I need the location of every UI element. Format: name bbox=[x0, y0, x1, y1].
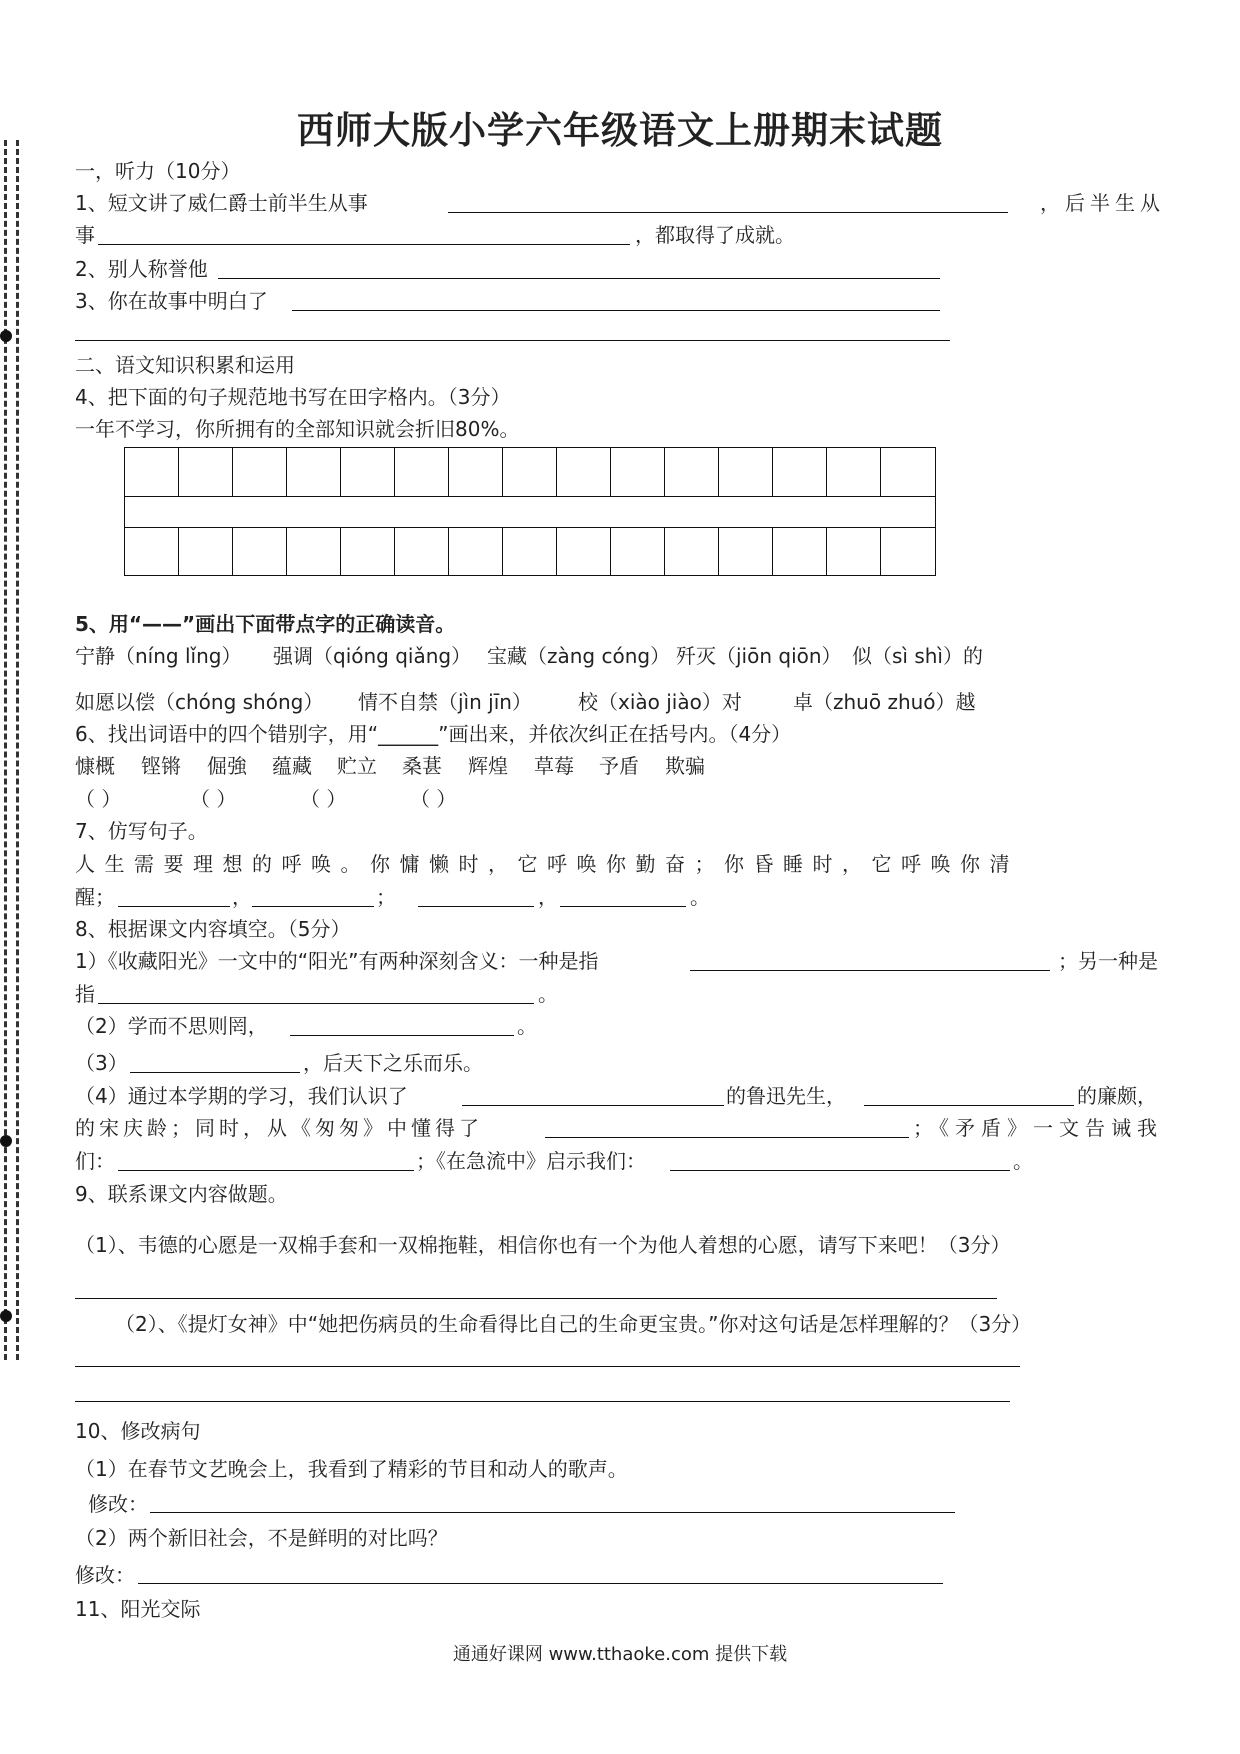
q10-1-text: （1）在春节文艺晚会上，我看到了精彩的节目和动人的歌声。 bbox=[75, 1457, 628, 1481]
q8-1-blank-2[interactable] bbox=[98, 1003, 534, 1004]
binding-dot bbox=[0, 1310, 12, 1322]
writing-grid-cell[interactable] bbox=[233, 448, 287, 496]
q5-text: 5、用“——”画出下面带点字的正确读音。 bbox=[75, 612, 456, 636]
q8-4-text-g: ；《在急流中》启示我们： bbox=[416, 1149, 646, 1173]
q8-2-text: （2）学而不思则罔， bbox=[75, 1014, 268, 1038]
writing-grid-cell[interactable] bbox=[557, 448, 611, 496]
q5-item: 情不自禁（jìn jīn） bbox=[358, 690, 532, 714]
q6-word: 欺骗 bbox=[665, 754, 705, 778]
q8-4-text-b: 的鲁迅先生， bbox=[726, 1084, 846, 1108]
q9-2-answer-line[interactable] bbox=[75, 1366, 1020, 1367]
q4-sentence: 一年不学习，你所拥有的全部知识就会折旧80%。 bbox=[75, 417, 520, 441]
q10-text: 10、修改病句 bbox=[75, 1419, 201, 1443]
q7-text: 7、仿写句子。 bbox=[75, 819, 208, 843]
writing-grid-cell[interactable] bbox=[341, 448, 395, 496]
writing-grid-cell[interactable] bbox=[827, 448, 881, 496]
q10-2-fix-label: 修改： bbox=[75, 1563, 135, 1587]
q11-text: 11、阳光交际 bbox=[75, 1597, 201, 1621]
writing-grid-cell[interactable] bbox=[341, 527, 395, 575]
q1-blank-2[interactable] bbox=[98, 244, 630, 245]
q7-blank[interactable] bbox=[560, 906, 686, 907]
q3-blank-1[interactable] bbox=[292, 310, 940, 311]
q8-2-end: 。 bbox=[517, 1014, 537, 1038]
writing-grid-row-2 bbox=[124, 527, 936, 576]
q5-item: 强调（qióng qiǎng） bbox=[273, 644, 472, 668]
q9-1-answer-line[interactable] bbox=[75, 1298, 997, 1299]
q6-answer-blank[interactable]: （ ） bbox=[75, 787, 122, 811]
q7-punct: ， bbox=[232, 885, 252, 909]
writing-grid-cell[interactable] bbox=[179, 448, 233, 496]
q8-1-text-b: ；另一种是 bbox=[1058, 949, 1158, 973]
q7-punct: ， bbox=[538, 885, 558, 909]
binding-dot bbox=[0, 330, 12, 342]
q6-word: 慷概 bbox=[75, 754, 115, 778]
q6-word: 草莓 bbox=[534, 754, 574, 778]
writing-grid-cell[interactable] bbox=[233, 527, 287, 575]
q5-item: 宁静（níng lǐng） bbox=[75, 644, 242, 668]
q7-blank[interactable] bbox=[252, 906, 374, 907]
writing-grid-cell[interactable] bbox=[611, 448, 665, 496]
writing-grid-cell[interactable] bbox=[287, 448, 341, 496]
q5-item: 似（sì shì）的 bbox=[852, 644, 983, 668]
q6-word: 倔強 bbox=[207, 754, 247, 778]
writing-grid-cell[interactable] bbox=[125, 527, 179, 575]
writing-grid-cell[interactable] bbox=[773, 527, 827, 575]
q5-item: 如愿以偿（chóng shóng） bbox=[75, 690, 324, 714]
q7-sentence: 人生需要理想的呼唤。你慵懒时，它呼唤你勤奋；你昏睡时，它呼唤你清 bbox=[75, 852, 1019, 876]
page-footer: 通通好课网 www.tthaoke.com 提供下载 bbox=[452, 1644, 788, 1665]
writing-grid-row-1 bbox=[124, 447, 936, 497]
q8-3-text: （3） bbox=[75, 1051, 128, 1075]
writing-grid-cell[interactable] bbox=[503, 527, 557, 575]
q8-4-text-e: ；《矛盾》一文告诫我 bbox=[913, 1116, 1163, 1140]
q8-4-text-c: 的廉颇， bbox=[1077, 1084, 1157, 1108]
writing-grid-cell[interactable] bbox=[395, 527, 449, 575]
q7-blank[interactable] bbox=[118, 906, 230, 907]
q6-answer-blank[interactable]: （ ） bbox=[300, 787, 347, 811]
q6-word: 铿锵 bbox=[141, 754, 181, 778]
q6-word: 桑葚 bbox=[402, 754, 442, 778]
writing-grid-cell[interactable] bbox=[611, 527, 665, 575]
q9-1-text: （1）、韦德的心愿是一双棉手套和一双棉拖鞋，相信你也有一个为他人着想的心愿，请写下来吧！（3分） bbox=[75, 1233, 1011, 1257]
q8-4-blank-4[interactable] bbox=[118, 1170, 414, 1171]
writing-grid-cell[interactable] bbox=[719, 448, 773, 496]
writing-grid-cell[interactable] bbox=[395, 448, 449, 496]
writing-grid-cell[interactable] bbox=[287, 527, 341, 575]
q5-item: 卓（zhuō zhuó）越 bbox=[793, 690, 976, 714]
writing-grid-cell[interactable] bbox=[179, 527, 233, 575]
q10-1-fix-label: 修改： bbox=[88, 1492, 148, 1516]
q6-answer-blank[interactable]: （ ） bbox=[410, 787, 457, 811]
q6-text: 6、找出词语中的四个错别字，用“______”画出来，并依次纠正在括号内。（4分） bbox=[75, 722, 792, 746]
q8-text: 8、根据课文内容填空。（5分） bbox=[75, 917, 351, 941]
q3-text: 3、你在故事中明白了 bbox=[75, 289, 268, 313]
q7-punct: 。 bbox=[690, 885, 710, 909]
q6-word: 予盾 bbox=[599, 754, 639, 778]
section-1-heading: 一，听力（10分） bbox=[75, 159, 241, 183]
page-title: 西师大版小学六年级语文上册期末试题 bbox=[297, 108, 943, 152]
q8-4-blank-2[interactable] bbox=[864, 1105, 1074, 1106]
q5-item: 校（xiào jiào）对 bbox=[578, 690, 742, 714]
section-2-heading: 二、语文知识积累和运用 bbox=[75, 353, 295, 377]
writing-grid-cell[interactable] bbox=[125, 448, 179, 496]
q1-text-b: ，后半生从 bbox=[1040, 191, 1165, 215]
writing-grid-cell[interactable] bbox=[449, 527, 503, 575]
q2-blank[interactable] bbox=[218, 278, 940, 279]
q1-blank-1[interactable] bbox=[448, 212, 1008, 213]
q8-4-blank-3[interactable] bbox=[545, 1137, 909, 1138]
q1-text-c: 事 bbox=[75, 223, 95, 247]
writing-grid-cell[interactable] bbox=[449, 448, 503, 496]
q8-1-blank-1[interactable] bbox=[690, 970, 1050, 971]
writing-grid-spacer bbox=[124, 495, 936, 528]
q3-blank-2[interactable] bbox=[75, 340, 950, 341]
writing-grid-cell[interactable] bbox=[773, 448, 827, 496]
writing-grid-cell[interactable] bbox=[827, 527, 881, 575]
q8-3-end: ，后天下之乐而乐。 bbox=[303, 1051, 483, 1075]
q10-2-text: （2）两个新旧社会，不是鲜明的对比吗？ bbox=[75, 1526, 448, 1550]
q8-4-text-h: 。 bbox=[1013, 1149, 1033, 1173]
q8-1-text-d: 。 bbox=[538, 982, 558, 1006]
q8-3-blank[interactable] bbox=[130, 1072, 300, 1073]
q6-word: 蕴藏 bbox=[272, 754, 312, 778]
q5-item: 宝藏（zàng cóng） bbox=[487, 644, 671, 668]
q8-1-text-a: 1）《收藏阳光》一文中的“阳光”有两种深刻含义：一种是指 bbox=[75, 949, 599, 973]
q8-2-blank[interactable] bbox=[290, 1035, 514, 1036]
q8-4-blank-5[interactable] bbox=[670, 1170, 1010, 1171]
q7-prefix: 醒； bbox=[75, 885, 115, 909]
q7-blank[interactable] bbox=[418, 906, 534, 907]
q6-word: 贮立 bbox=[337, 754, 377, 778]
q8-4-text-f: 们： bbox=[75, 1149, 115, 1173]
writing-grid-cell[interactable] bbox=[557, 527, 611, 575]
q2-text: 2、别人称誉他 bbox=[75, 257, 208, 281]
q7-punct: ； bbox=[376, 885, 396, 909]
binding-margin-dashes bbox=[4, 140, 19, 1360]
q6-answer-blank[interactable]: （ ） bbox=[190, 787, 237, 811]
q9-text: 9、联系课文内容做题。 bbox=[75, 1182, 288, 1206]
q10-1-fix-blank[interactable] bbox=[150, 1512, 955, 1513]
q8-4-text-d: 的宋庆龄；同时，从《匆匆》中懂得了 bbox=[75, 1116, 483, 1140]
q10-2-fix-blank[interactable] bbox=[138, 1583, 943, 1584]
q8-4-text-a: （4）通过本学期的学习，我们认识了 bbox=[75, 1084, 408, 1108]
writing-grid-cell[interactable] bbox=[665, 527, 719, 575]
q8-4-blank-1[interactable] bbox=[462, 1105, 724, 1106]
writing-grid-cell[interactable] bbox=[665, 448, 719, 496]
writing-grid-cell[interactable] bbox=[719, 527, 773, 575]
writing-grid-cell[interactable] bbox=[503, 448, 557, 496]
q9-2-answer-line[interactable] bbox=[75, 1401, 1010, 1402]
q5-item: 歼灭（jiōn qiōn） bbox=[676, 644, 842, 668]
q9-2-text: （2）、《提灯女神》中“她把伤病员的生命看得比自己的生命更宝贵。”你对这句话是怎样理解的？（3分） bbox=[115, 1312, 1032, 1336]
q8-1-text-c: 指 bbox=[75, 982, 95, 1006]
q4-text: 4、把下面的句子规范地书写在田字格内。（3分） bbox=[75, 385, 511, 409]
q6-word: 辉煌 bbox=[468, 754, 508, 778]
binding-dot bbox=[0, 1135, 12, 1147]
q1-text-a: 1、短文讲了威仁爵士前半生从事 bbox=[75, 191, 368, 215]
q1-text-d: ，都取得了成就。 bbox=[635, 223, 795, 247]
